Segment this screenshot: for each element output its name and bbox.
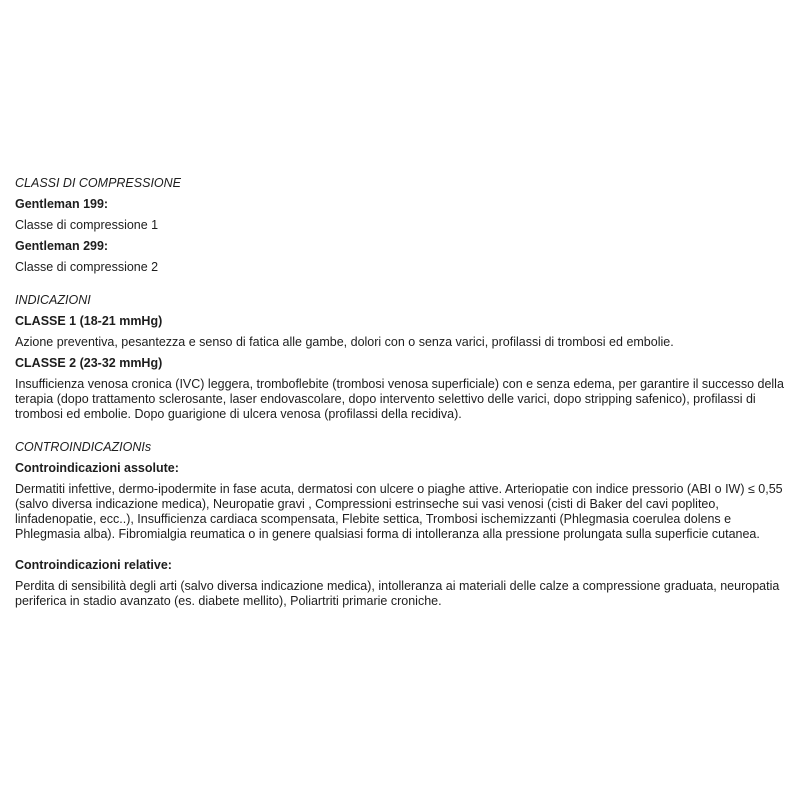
section-indicazioni bbox=[15, 293, 786, 422]
item-text-classe-1-indicazioni: Azione preventiva, pesantezza e senso di fatica alle gambe, dolori con o senza varici, profilassi di trombosi ed embolie. bbox=[15, 335, 674, 349]
item-text-controindicazioni-relative: Perdita di sensibilità degli arti (salvo diversa indicazione medica), intolleranza ai materiali delle calze a compressione graduata, neuropatia periferica in stadio avanzato (es. diabete mellito), Poliartriti primarie croniche. bbox=[15, 579, 780, 608]
section-controindicazioni bbox=[15, 440, 786, 609]
item-label-gentleman-299: Gentleman 299: bbox=[15, 239, 109, 253]
item-label-classe-2: CLASSE 2 (23-32 mmHg) bbox=[15, 356, 163, 370]
section-classi-di-compressione bbox=[15, 176, 786, 275]
item-text-classe-2-indicazioni: Insufficienza venosa cronica (IVC) leggera, tromboflebite (trombosi venosa superficiale) con e senza edema, per garantire il successo della terapia (dopo trattamento sclerosante, laser endovascolare, dopo intervento selettivo delle varici, dopo stripping safenico), profilassi di trombosi ed embolie. Dopo guarigione di ulcera venosa (profilassi della recidiva). bbox=[15, 377, 784, 421]
item-label-controindicazioni-assolute: Controindicazioni assolute: bbox=[15, 461, 179, 475]
item-label-gentleman-199: Gentleman 199: bbox=[15, 197, 109, 211]
section-heading-classi-di-compressione: CLASSI DI COMPRESSIONE bbox=[15, 176, 182, 190]
item-text-classe-compressione-2: Classe di compressione 2 bbox=[15, 260, 159, 274]
section-heading-indicazioni: INDICAZIONI bbox=[15, 293, 91, 307]
item-label-controindicazioni-relative: Controindicazioni relative: bbox=[15, 558, 172, 572]
item-label-classe-1: CLASSE 1 (18-21 mmHg) bbox=[15, 314, 163, 328]
item-text-controindicazioni-assolute: Dermatiti infettive, dermo-ipodermite in fase acuta, dermatosi con ulcere o piaghe attive. Arteriopatie con indice pressorio (ABI o IW) ≤ 0,55 (salvo diversa indicazione medica), Neuropatie gravi , Compressioni estrinseche sui vasi venosi (cisti di Baker del cavi popliteo, linfadenopatie, ecc..), Insufficienza cardiaca scompensata, Flebite settica, Trombosi ischemizzanti (Phlegmasia coerulea dolens e Phlegmasia alba). Fibromialgia reumatica o in genere qualsiasi forma di intolleranza alla pressione prolungata sulla superficie cutanea. bbox=[15, 482, 783, 541]
item-text-classe-compressione-1: Classe di compressione 1 bbox=[15, 218, 159, 232]
section-heading-controindicazioni: CONTROINDICAZIONIs bbox=[15, 440, 152, 454]
